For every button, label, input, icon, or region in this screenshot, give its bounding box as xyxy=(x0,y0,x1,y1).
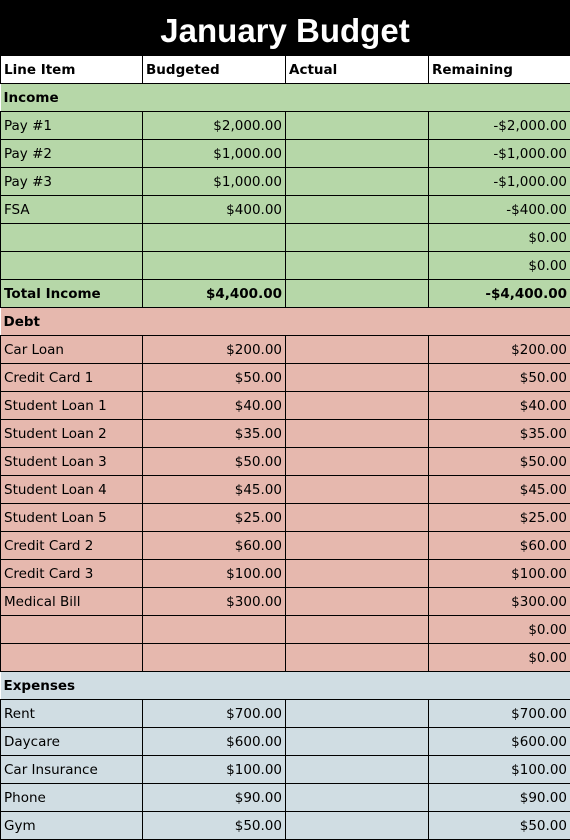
table-row xyxy=(1,196,570,224)
actual-cell[interactable] xyxy=(286,112,429,140)
line-item-cell[interactable] xyxy=(1,644,143,672)
actual-cell[interactable] xyxy=(286,588,429,616)
line-item-cell[interactable]: Medical Bill xyxy=(1,588,143,616)
budgeted-cell[interactable]: $600.00 xyxy=(143,728,286,756)
line-item-cell[interactable]: Phone xyxy=(1,784,143,812)
actual-cell[interactable] xyxy=(286,812,429,840)
line-item-cell[interactable]: FSA xyxy=(1,196,143,224)
budgeted-cell[interactable]: $25.00 xyxy=(143,504,286,532)
budgeted-cell[interactable]: $50.00 xyxy=(143,812,286,840)
income-total-row xyxy=(1,280,570,308)
line-item-cell[interactable]: Total Income xyxy=(1,280,143,308)
budgeted-cell[interactable] xyxy=(143,616,286,644)
remaining-cell[interactable]: $50.00 xyxy=(429,812,570,840)
budgeted-cell[interactable]: $700.00 xyxy=(143,700,286,728)
budget-table xyxy=(0,55,570,840)
remaining-cell[interactable]: $50.00 xyxy=(429,364,570,392)
budget-table-body xyxy=(1,56,570,840)
actual-cell[interactable] xyxy=(286,224,429,252)
table-row xyxy=(1,812,570,840)
line-item-cell[interactable]: Credit Card 1 xyxy=(1,364,143,392)
table-row xyxy=(1,588,570,616)
line-item-cell[interactable]: Student Loan 2 xyxy=(1,420,143,448)
line-item-cell[interactable]: Credit Card 3 xyxy=(1,560,143,588)
remaining-cell[interactable]: $60.00 xyxy=(429,532,570,560)
line-item-cell[interactable] xyxy=(1,252,143,280)
actual-cell[interactable] xyxy=(286,784,429,812)
line-item-cell[interactable]: Daycare xyxy=(1,728,143,756)
line-item-cell[interactable]: Student Loan 5 xyxy=(1,504,143,532)
table-row xyxy=(1,420,570,448)
income-section-header xyxy=(1,84,570,112)
actual-cell[interactable] xyxy=(286,756,429,784)
actual-cell[interactable] xyxy=(286,392,429,420)
line-item-cell[interactable]: Student Loan 3 xyxy=(1,448,143,476)
actual-cell[interactable] xyxy=(286,532,429,560)
expenses-section-header xyxy=(1,672,570,700)
budgeted-cell[interactable]: $1,000.00 xyxy=(143,168,286,196)
actual-cell[interactable] xyxy=(286,616,429,644)
actual-cell[interactable] xyxy=(286,280,429,308)
table-row xyxy=(1,560,570,588)
remaining-cell[interactable]: $100.00 xyxy=(429,756,570,784)
budgeted-cell[interactable] xyxy=(143,644,286,672)
sheet-title: January Budget xyxy=(0,0,570,55)
actual-cell[interactable] xyxy=(286,700,429,728)
line-item-cell[interactable]: Gym xyxy=(1,812,143,840)
line-item-cell[interactable]: Pay #1 xyxy=(1,112,143,140)
budgeted-cell[interactable]: $40.00 xyxy=(143,392,286,420)
budgeted-cell[interactable]: $100.00 xyxy=(143,756,286,784)
remaining-cell[interactable]: $300.00 xyxy=(429,588,570,616)
remaining-cell[interactable]: -$4,400.00 xyxy=(429,280,570,308)
table-row xyxy=(1,364,570,392)
line-item-cell[interactable]: Student Loan 4 xyxy=(1,476,143,504)
column-header-remaining[interactable]: Remaining xyxy=(429,56,570,84)
remaining-cell[interactable]: -$400.00 xyxy=(429,196,570,224)
budgeted-cell[interactable]: $50.00 xyxy=(143,364,286,392)
line-item-cell[interactable]: Pay #2 xyxy=(1,140,143,168)
column-header-line-item[interactable]: Line Item xyxy=(1,56,143,84)
table-row xyxy=(1,504,570,532)
actual-cell[interactable] xyxy=(286,728,429,756)
actual-cell[interactable] xyxy=(286,336,429,364)
remaining-cell[interactable]: -$1,000.00 xyxy=(429,168,570,196)
column-header-row xyxy=(1,56,570,84)
remaining-cell[interactable]: $25.00 xyxy=(429,504,570,532)
table-row xyxy=(1,224,570,252)
actual-cell[interactable] xyxy=(286,560,429,588)
line-item-cell[interactable] xyxy=(1,616,143,644)
remaining-cell[interactable]: $0.00 xyxy=(429,252,570,280)
section-label: Expenses xyxy=(1,672,570,700)
actual-cell[interactable] xyxy=(286,476,429,504)
remaining-cell[interactable]: -$1,000.00 xyxy=(429,140,570,168)
budgeted-cell[interactable]: $90.00 xyxy=(143,784,286,812)
budgeted-cell[interactable]: $400.00 xyxy=(143,196,286,224)
remaining-cell[interactable]: $0.00 xyxy=(429,224,570,252)
table-row xyxy=(1,644,570,672)
remaining-cell[interactable]: $100.00 xyxy=(429,560,570,588)
table-row xyxy=(1,756,570,784)
budgeted-cell[interactable]: $45.00 xyxy=(143,476,286,504)
actual-cell[interactable] xyxy=(286,644,429,672)
table-row xyxy=(1,448,570,476)
actual-cell[interactable] xyxy=(286,168,429,196)
actual-cell[interactable] xyxy=(286,364,429,392)
line-item-cell[interactable]: Rent xyxy=(1,700,143,728)
actual-cell[interactable] xyxy=(286,196,429,224)
table-row xyxy=(1,532,570,560)
remaining-cell[interactable]: $35.00 xyxy=(429,420,570,448)
remaining-cell[interactable]: $40.00 xyxy=(429,392,570,420)
budgeted-cell[interactable] xyxy=(143,224,286,252)
budgeted-cell[interactable]: $2,000.00 xyxy=(143,112,286,140)
remaining-cell[interactable]: $700.00 xyxy=(429,700,570,728)
budgeted-cell[interactable]: $200.00 xyxy=(143,336,286,364)
table-row xyxy=(1,392,570,420)
actual-cell[interactable] xyxy=(286,504,429,532)
table-row xyxy=(1,168,570,196)
remaining-cell[interactable]: $90.00 xyxy=(429,784,570,812)
section-label: Income xyxy=(1,84,570,112)
remaining-cell[interactable]: $0.00 xyxy=(429,616,570,644)
table-row xyxy=(1,476,570,504)
budgeted-cell[interactable] xyxy=(143,252,286,280)
section-label: Debt xyxy=(1,308,570,336)
budgeted-cell[interactable]: $35.00 xyxy=(143,420,286,448)
budgeted-cell[interactable]: $4,400.00 xyxy=(143,280,286,308)
actual-cell[interactable] xyxy=(286,420,429,448)
budgeted-cell[interactable]: $50.00 xyxy=(143,448,286,476)
table-row xyxy=(1,700,570,728)
remaining-cell[interactable]: $0.00 xyxy=(429,644,570,672)
line-item-cell[interactable]: Credit Card 2 xyxy=(1,532,143,560)
table-row xyxy=(1,616,570,644)
line-item-cell[interactable]: Car Loan xyxy=(1,336,143,364)
table-row xyxy=(1,784,570,812)
remaining-cell[interactable]: $600.00 xyxy=(429,728,570,756)
line-item-cell[interactable]: Student Loan 1 xyxy=(1,392,143,420)
actual-cell[interactable] xyxy=(286,448,429,476)
actual-cell[interactable] xyxy=(286,252,429,280)
line-item-cell[interactable] xyxy=(1,224,143,252)
actual-cell[interactable] xyxy=(286,140,429,168)
table-row xyxy=(1,252,570,280)
table-row xyxy=(1,112,570,140)
column-header-budgeted[interactable]: Budgeted xyxy=(143,56,286,84)
remaining-cell[interactable]: -$2,000.00 xyxy=(429,112,570,140)
remaining-cell[interactable]: $50.00 xyxy=(429,448,570,476)
budgeted-cell[interactable]: $300.00 xyxy=(143,588,286,616)
debt-section-header xyxy=(1,308,570,336)
budgeted-cell[interactable]: $1,000.00 xyxy=(143,140,286,168)
table-row xyxy=(1,140,570,168)
budgeted-cell[interactable]: $60.00 xyxy=(143,532,286,560)
budgeted-cell[interactable]: $100.00 xyxy=(143,560,286,588)
table-row xyxy=(1,728,570,756)
remaining-cell[interactable]: $45.00 xyxy=(429,476,570,504)
remaining-cell[interactable]: $200.00 xyxy=(429,336,570,364)
line-item-cell[interactable]: Car Insurance xyxy=(1,756,143,784)
table-row xyxy=(1,336,570,364)
line-item-cell[interactable]: Pay #3 xyxy=(1,168,143,196)
column-header-actual[interactable]: Actual xyxy=(286,56,429,84)
